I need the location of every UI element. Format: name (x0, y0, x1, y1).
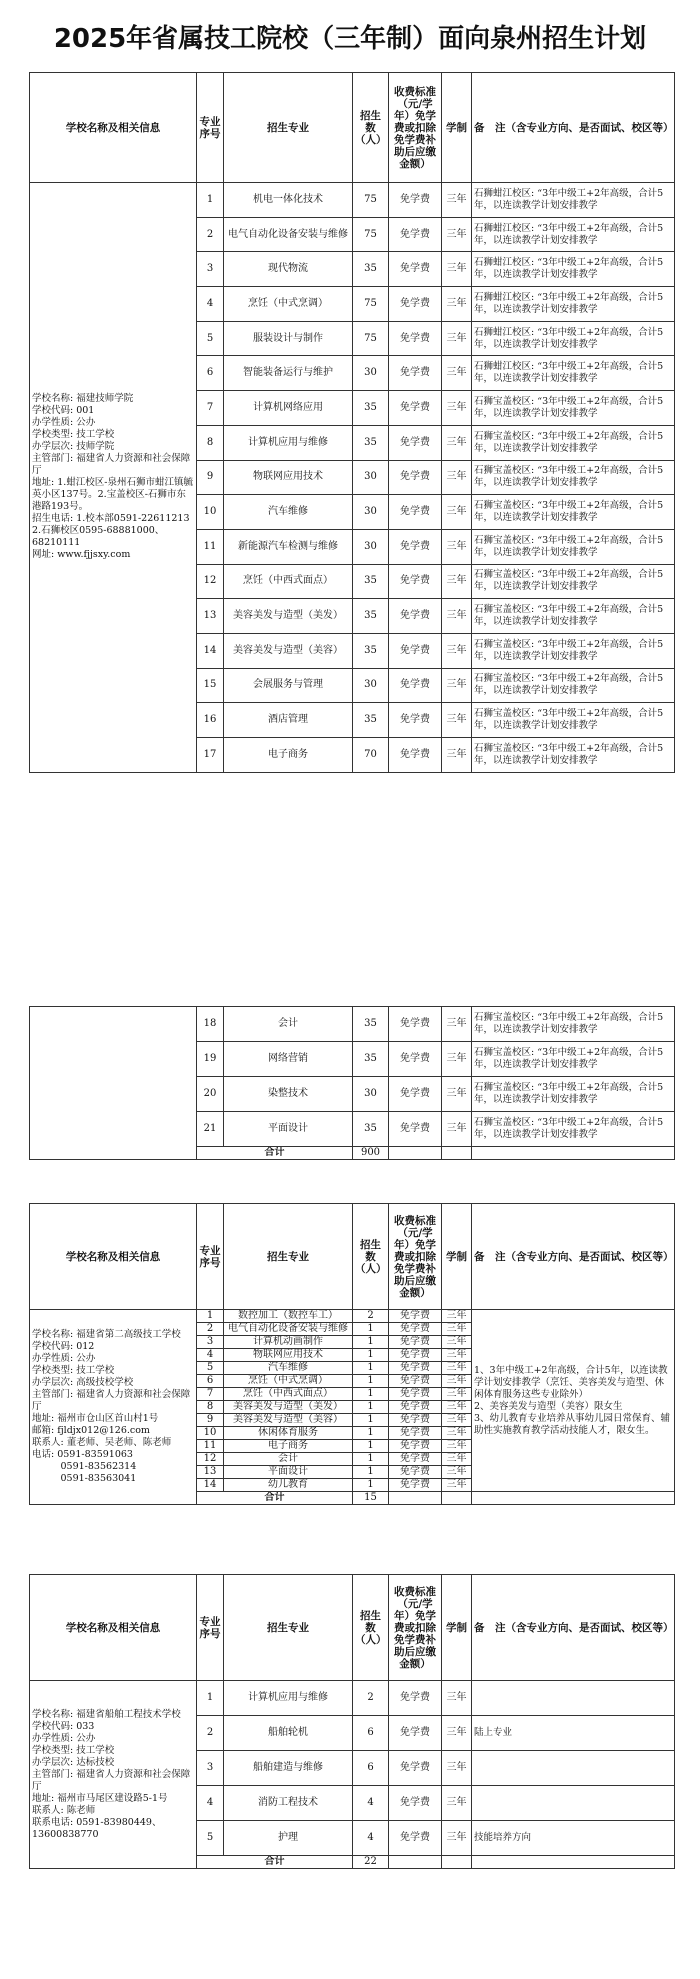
major-cell: 平面设计 (224, 1466, 353, 1479)
major-cell: 机电一体化技术 (224, 183, 353, 218)
years-cell: 三年 (442, 1414, 472, 1427)
count-cell: 2 (353, 1681, 389, 1716)
enrollment-table-2 (29, 1006, 675, 1160)
major-cell: 服装设计与制作 (224, 321, 353, 356)
fee-cell: 免学费 (389, 1427, 442, 1440)
years-cell: 三年 (442, 1401, 472, 1414)
seq-cell: 6 (197, 1375, 224, 1388)
note-cell: 1、3年中级工+2年高级，合计5年，以连读教学计划安排教学（烹饪、美容美发与造型、休闲体育服务这些专业除外） 2、美容美发与造型（美容）限女生 3、幼儿教育专业培养从事幼儿园日常保育、辅助性实施教育教学活动技能人才，限女生。 (472, 1310, 675, 1492)
note-cell: 石狮宝盖校区: “3年中级工+2年高级，合计5年，以连读教学计划安排教学 (472, 599, 675, 634)
header-fee: 收费标准（元/学年）免学费或扣除免学费补助后应缴金额） (389, 73, 442, 183)
count-cell: 1 (353, 1401, 389, 1414)
major-cell: 烹饪（中式烹调） (224, 287, 353, 322)
total-years-blank (442, 1856, 472, 1869)
count-cell: 1 (353, 1375, 389, 1388)
years-cell: 三年 (442, 287, 472, 322)
years-cell: 三年 (442, 1042, 472, 1077)
fee-cell: 免学费 (389, 1479, 442, 1492)
major-cell: 电子商务 (224, 738, 353, 773)
fee-cell: 免学费 (389, 1112, 442, 1147)
seq-cell: 8 (197, 1401, 224, 1414)
note-cell: 石狮宝盖校区: “3年中级工+2年高级，合计5年，以连读教学计划安排教学 (472, 633, 675, 668)
major-cell: 幼儿教育 (224, 1479, 353, 1492)
note-cell: 技能培养方向 (472, 1821, 675, 1856)
seq-cell: 3 (197, 252, 224, 287)
page-title: 2025年省属技工院校（三年制）面向泉州招生计划 (53, 24, 647, 54)
count-cell: 4 (353, 1821, 389, 1856)
header-major: 招生专业 (224, 1204, 353, 1310)
count-cell: 75 (353, 183, 389, 218)
enrollment-table-4 (29, 1574, 675, 1869)
fee-cell: 免学费 (389, 183, 442, 218)
count-cell: 1 (353, 1388, 389, 1401)
fee-cell: 免学费 (389, 287, 442, 322)
count-cell: 30 (353, 668, 389, 703)
fee-cell: 免学费 (389, 1414, 442, 1427)
years-cell: 三年 (442, 1362, 472, 1375)
years-cell: 三年 (442, 1427, 472, 1440)
seq-cell: 15 (197, 668, 224, 703)
total-note-blank (472, 1147, 675, 1160)
count-cell: 6 (353, 1716, 389, 1751)
major-cell: 数控加工（数控车工） (224, 1310, 353, 1323)
years-cell: 三年 (442, 425, 472, 460)
seq-cell: 12 (197, 1453, 224, 1466)
count-cell: 2 (353, 1310, 389, 1323)
years-cell: 三年 (442, 321, 472, 356)
fee-cell: 免学费 (389, 703, 442, 738)
total-fee-blank (389, 1147, 442, 1160)
school-info: 学校名称: 福建技师学院 学校代码: 001 办学性质: 公办 学校类型: 技工学校 办学层次: 技师学院 主管部门: 福建省人力资源和社会保障厅 地址: 1.蚶江校区-泉州石狮市蚶江镇毓英小区137号。2.宝盖校区-石狮市东港路193号。 招生电话: 1.校本部0591-22611213 2.石狮校区0595-68881000、68210111 网址: www.fjjsxy.com (30, 183, 197, 773)
major-cell: 计算机应用与维修 (224, 1681, 353, 1716)
table-header-row (30, 1204, 675, 1310)
note-cell: 石狮宝盖校区: “3年中级工+2年高级，合计5年，以连读教学计划安排教学 (472, 495, 675, 530)
fee-cell: 免学费 (389, 321, 442, 356)
note-cell (472, 1786, 675, 1821)
table-header-row (30, 73, 675, 183)
school-info: 学校名称: 福建省第二高级技工学校 学校代码: 012 办学性质: 公办 学校类型: 技工学校 办学层次: 高级技校学校 主管部门: 福建省人力资源和社会保障厅 地址: 福州市仓山区首山村1号 邮箱: fjldjx012@126.com 联系人: 董老师、吴老师、陈老师 电话: 0591-83591063 0591-83562314 0591-83563041 (30, 1310, 197, 1505)
fee-cell: 免学费 (389, 668, 442, 703)
fee-cell: 免学费 (389, 425, 442, 460)
seq-cell: 16 (197, 703, 224, 738)
major-cell: 烹饪（中式烹调） (224, 1375, 353, 1388)
fee-cell: 免学费 (389, 738, 442, 773)
count-cell: 1 (353, 1323, 389, 1336)
seq-cell: 13 (197, 1466, 224, 1479)
total-years-blank (442, 1147, 472, 1160)
major-cell: 消防工程技术 (224, 1786, 353, 1821)
major-cell: 会计 (224, 1453, 353, 1466)
seq-cell: 21 (197, 1112, 224, 1147)
fee-cell: 免学费 (389, 599, 442, 634)
note-cell: 石狮蚶江校区: “3年中级工+2年高级，合计5年，以连读教学计划安排教学 (472, 183, 675, 218)
seq-cell: 11 (197, 529, 224, 564)
total-label: 合计 (197, 1147, 353, 1160)
years-cell: 三年 (442, 668, 472, 703)
count-cell: 4 (353, 1786, 389, 1821)
years-cell: 三年 (442, 356, 472, 391)
fee-cell: 免学费 (389, 252, 442, 287)
note-cell: 石狮宝盖校区: “3年中级工+2年高级，合计5年，以连读教学计划安排教学 (472, 391, 675, 426)
seq-cell: 9 (197, 460, 224, 495)
major-cell: 电子商务 (224, 1440, 353, 1453)
header-note: 备 注（含专业方向、是否面试、校区等） (472, 73, 675, 183)
note-cell: 石狮宝盖校区: “3年中级工+2年高级，合计5年，以连读教学计划安排教学 (472, 1042, 675, 1077)
seq-cell: 4 (197, 1786, 224, 1821)
years-cell: 三年 (442, 217, 472, 252)
seq-cell: 1 (197, 1310, 224, 1323)
count-cell: 35 (353, 703, 389, 738)
total-note-blank (472, 1492, 675, 1505)
fee-cell: 免学费 (389, 1821, 442, 1856)
note-cell: 石狮宝盖校区: “3年中级工+2年高级，合计5年，以连读教学计划安排教学 (472, 529, 675, 564)
count-cell: 1 (353, 1453, 389, 1466)
fee-cell: 免学费 (389, 1401, 442, 1414)
fee-cell: 免学费 (389, 1349, 442, 1362)
table-row (30, 1007, 675, 1042)
major-cell: 护理 (224, 1821, 353, 1856)
seq-cell: 14 (197, 1479, 224, 1492)
years-cell: 三年 (442, 633, 472, 668)
years-cell: 三年 (442, 599, 472, 634)
major-cell: 汽车维修 (224, 495, 353, 530)
fee-cell: 免学费 (389, 391, 442, 426)
count-cell: 1 (353, 1466, 389, 1479)
header-school: 学校名称及相关信息 (30, 73, 197, 183)
seq-cell: 7 (197, 1388, 224, 1401)
years-cell: 三年 (442, 1077, 472, 1112)
seq-cell: 1 (197, 183, 224, 218)
count-cell: 30 (353, 460, 389, 495)
total-years-blank (442, 1492, 472, 1505)
seq-cell: 2 (197, 1716, 224, 1751)
seq-cell: 13 (197, 599, 224, 634)
years-cell: 三年 (442, 1681, 472, 1716)
major-cell: 汽车维修 (224, 1362, 353, 1375)
major-cell: 物联网应用技术 (224, 460, 353, 495)
years-cell: 三年 (442, 1479, 472, 1492)
major-cell: 船舶轮机 (224, 1716, 353, 1751)
major-cell: 会展服务与管理 (224, 668, 353, 703)
header-school: 学校名称及相关信息 (30, 1575, 197, 1681)
years-cell: 三年 (442, 1112, 472, 1147)
fee-cell: 免学费 (389, 1007, 442, 1042)
major-cell: 计算机应用与维修 (224, 425, 353, 460)
count-cell: 1 (353, 1479, 389, 1492)
count-cell: 35 (353, 1007, 389, 1042)
header-fee: 收费标准（元/学年）免学费或扣除免学费补助后应缴金额） (389, 1204, 442, 1310)
years-cell: 三年 (442, 1007, 472, 1042)
total-label: 合计 (197, 1856, 353, 1869)
major-cell: 网络营销 (224, 1042, 353, 1077)
total-value: 15 (353, 1492, 389, 1505)
major-cell: 酒店管理 (224, 703, 353, 738)
note-cell (472, 1751, 675, 1786)
count-cell: 1 (353, 1414, 389, 1427)
years-cell: 三年 (442, 391, 472, 426)
major-cell: 美容美发与造型（美发） (224, 1401, 353, 1414)
years-cell: 三年 (442, 1375, 472, 1388)
fee-cell: 免学费 (389, 1042, 442, 1077)
fee-cell: 免学费 (389, 633, 442, 668)
note-cell: 石狮宝盖校区: “3年中级工+2年高级，合计5年，以连读教学计划安排教学 (472, 1077, 675, 1112)
years-cell: 三年 (442, 460, 472, 495)
seq-cell: 10 (197, 1427, 224, 1440)
count-cell: 35 (353, 1112, 389, 1147)
seq-cell: 11 (197, 1440, 224, 1453)
count-cell: 75 (353, 321, 389, 356)
years-cell: 三年 (442, 1751, 472, 1786)
major-cell: 电气自动化设备安装与维修 (224, 1323, 353, 1336)
total-label: 合计 (197, 1492, 353, 1505)
note-cell (472, 1681, 675, 1716)
fee-cell: 免学费 (389, 1453, 442, 1466)
years-cell: 三年 (442, 1821, 472, 1856)
header-count: 招生数（人） (353, 73, 389, 183)
seq-cell: 6 (197, 356, 224, 391)
seq-cell: 19 (197, 1042, 224, 1077)
years-cell: 三年 (442, 1440, 472, 1453)
total-value: 900 (353, 1147, 389, 1160)
note-cell: 石狮宝盖校区: “3年中级工+2年高级，合计5年，以连读教学计划安排教学 (472, 1007, 675, 1042)
major-cell: 计算机动画制作 (224, 1336, 353, 1349)
note-cell: 石狮蚶江校区: “3年中级工+2年高级，合计5年，以连读教学计划安排教学 (472, 287, 675, 322)
header-major: 招生专业 (224, 73, 353, 183)
count-cell: 75 (353, 217, 389, 252)
seq-cell: 9 (197, 1414, 224, 1427)
count-cell: 1 (353, 1362, 389, 1375)
fee-cell: 免学费 (389, 1336, 442, 1349)
seq-cell: 5 (197, 321, 224, 356)
seq-cell: 8 (197, 425, 224, 460)
seq-cell: 7 (197, 391, 224, 426)
header-school: 学校名称及相关信息 (30, 1204, 197, 1310)
years-cell: 三年 (442, 703, 472, 738)
major-cell: 船舶建造与维修 (224, 1751, 353, 1786)
count-cell: 1 (353, 1336, 389, 1349)
years-cell: 三年 (442, 1466, 472, 1479)
note-cell: 石狮宝盖校区: “3年中级工+2年高级，合计5年，以连读教学计划安排教学 (472, 1112, 675, 1147)
seq-cell: 20 (197, 1077, 224, 1112)
header-seq: 专业序号 (197, 1575, 224, 1681)
count-cell: 30 (353, 356, 389, 391)
fee-cell: 免学费 (389, 529, 442, 564)
major-cell: 智能装备运行与维护 (224, 356, 353, 391)
table-row (30, 1310, 675, 1323)
years-cell: 三年 (442, 252, 472, 287)
total-value: 22 (353, 1856, 389, 1869)
note-cell: 石狮宝盖校区: “3年中级工+2年高级，合计5年，以连读教学计划安排教学 (472, 460, 675, 495)
enrollment-table-3 (29, 1203, 675, 1505)
header-seq: 专业序号 (197, 73, 224, 183)
note-cell: 石狮蚶江校区: “3年中级工+2年高级，合计5年，以连读教学计划安排教学 (472, 217, 675, 252)
count-cell: 35 (353, 599, 389, 634)
fee-cell: 免学费 (389, 1786, 442, 1821)
total-fee-blank (389, 1492, 442, 1505)
table-header-row (30, 1575, 675, 1681)
seq-cell: 4 (197, 287, 224, 322)
seq-cell: 1 (197, 1681, 224, 1716)
header-count: 招生数（人） (353, 1575, 389, 1681)
fee-cell: 免学费 (389, 564, 442, 599)
seq-cell: 12 (197, 564, 224, 599)
major-cell: 烹饪（中西式面点） (224, 1388, 353, 1401)
note-cell: 石狮宝盖校区: “3年中级工+2年高级，合计5年，以连读教学计划安排教学 (472, 668, 675, 703)
count-cell: 1 (353, 1440, 389, 1453)
major-cell: 会计 (224, 1007, 353, 1042)
total-fee-blank (389, 1856, 442, 1869)
header-seq: 专业序号 (197, 1204, 224, 1310)
fee-cell: 免学费 (389, 356, 442, 391)
count-cell: 1 (353, 1427, 389, 1440)
header-years: 学制 (442, 1204, 472, 1310)
seq-cell: 10 (197, 495, 224, 530)
seq-cell: 4 (197, 1349, 224, 1362)
seq-cell: 3 (197, 1336, 224, 1349)
major-cell: 计算机网络应用 (224, 391, 353, 426)
note-cell: 石狮蚶江校区: “3年中级工+2年高级，合计5年，以连读教学计划安排教学 (472, 356, 675, 391)
seq-cell: 2 (197, 217, 224, 252)
note-cell: 石狮宝盖校区: “3年中级工+2年高级，合计5年，以连读教学计划安排教学 (472, 425, 675, 460)
fee-cell: 免学费 (389, 1716, 442, 1751)
fee-cell: 免学费 (389, 1751, 442, 1786)
years-cell: 三年 (442, 1388, 472, 1401)
major-cell: 现代物流 (224, 252, 353, 287)
fee-cell: 免学费 (389, 1388, 442, 1401)
fee-cell: 免学费 (389, 1323, 442, 1336)
fee-cell: 免学费 (389, 1440, 442, 1453)
major-cell: 平面设计 (224, 1112, 353, 1147)
years-cell: 三年 (442, 495, 472, 530)
note-cell: 石狮宝盖校区: “3年中级工+2年高级，合计5年，以连读教学计划安排教学 (472, 738, 675, 773)
count-cell: 30 (353, 495, 389, 530)
note-cell: 陆上专业 (472, 1716, 675, 1751)
header-count: 招生数（人） (353, 1204, 389, 1310)
seq-cell: 2 (197, 1323, 224, 1336)
total-note-blank (472, 1856, 675, 1869)
fee-cell: 免学费 (389, 1681, 442, 1716)
header-years: 学制 (442, 1575, 472, 1681)
note-cell: 石狮蚶江校区: “3年中级工+2年高级，合计5年，以连读教学计划安排教学 (472, 252, 675, 287)
count-cell: 30 (353, 529, 389, 564)
count-cell: 35 (353, 252, 389, 287)
seq-cell: 14 (197, 633, 224, 668)
note-cell: 石狮宝盖校区: “3年中级工+2年高级，合计5年，以连读教学计划安排教学 (472, 564, 675, 599)
years-cell: 三年 (442, 738, 472, 773)
count-cell: 30 (353, 1077, 389, 1112)
header-note: 备 注（含专业方向、是否面试、校区等） (472, 1204, 675, 1310)
major-cell: 染整技术 (224, 1077, 353, 1112)
count-cell: 1 (353, 1349, 389, 1362)
years-cell: 三年 (442, 1336, 472, 1349)
major-cell: 休闲体育服务 (224, 1427, 353, 1440)
fee-cell: 免学费 (389, 217, 442, 252)
years-cell: 三年 (442, 1349, 472, 1362)
header-fee: 收费标准（元/学年）免学费或扣除免学费补助后应缴金额） (389, 1575, 442, 1681)
major-cell: 美容美发与造型（美发） (224, 599, 353, 634)
header-major: 招生专业 (224, 1575, 353, 1681)
years-cell: 三年 (442, 1453, 472, 1466)
fee-cell: 免学费 (389, 460, 442, 495)
count-cell: 35 (353, 633, 389, 668)
major-cell: 物联网应用技术 (224, 1349, 353, 1362)
table-row (30, 1681, 675, 1716)
note-cell: 石狮宝盖校区: “3年中级工+2年高级，合计5年，以连读教学计划安排教学 (472, 703, 675, 738)
fee-cell: 免学费 (389, 495, 442, 530)
fee-cell: 免学费 (389, 1375, 442, 1388)
years-cell: 三年 (442, 1323, 472, 1336)
major-cell: 烹饪（中西式面点） (224, 564, 353, 599)
fee-cell: 免学费 (389, 1466, 442, 1479)
count-cell: 75 (353, 287, 389, 322)
header-years: 学制 (442, 73, 472, 183)
fee-cell: 免学费 (389, 1077, 442, 1112)
major-cell: 美容美发与造型（美容） (224, 1414, 353, 1427)
fee-cell: 免学费 (389, 1362, 442, 1375)
count-cell: 35 (353, 425, 389, 460)
years-cell: 三年 (442, 1716, 472, 1751)
seq-cell: 17 (197, 738, 224, 773)
seq-cell: 5 (197, 1362, 224, 1375)
count-cell: 35 (353, 564, 389, 599)
count-cell: 70 (353, 738, 389, 773)
seq-cell: 18 (197, 1007, 224, 1042)
years-cell: 三年 (442, 564, 472, 599)
school-info: 学校名称: 福建省船舶工程技术学校 学校代码: 033 办学性质: 公办 学校类型: 技工学校 办学层次: 达标技校 主管部门: 福建省人力资源和社会保障厅 地址: 福州市马尾区建设路5-1号 联系人: 陈老师 联系电话: 0591-83980449、13600838770 (30, 1681, 197, 1869)
seq-cell: 3 (197, 1751, 224, 1786)
fee-cell: 免学费 (389, 1310, 442, 1323)
note-cell: 石狮蚶江校区: “3年中级工+2年高级，合计5年，以连读教学计划安排教学 (472, 321, 675, 356)
enrollment-table-1 (29, 72, 675, 773)
count-cell: 6 (353, 1751, 389, 1786)
table-row (30, 183, 675, 218)
major-cell: 电气自动化设备安装与维修 (224, 217, 353, 252)
major-cell: 美容美发与造型（美容） (224, 633, 353, 668)
years-cell: 三年 (442, 529, 472, 564)
school-info-continued (30, 1007, 197, 1160)
years-cell: 三年 (442, 1310, 472, 1323)
count-cell: 35 (353, 391, 389, 426)
years-cell: 三年 (442, 183, 472, 218)
years-cell: 三年 (442, 1786, 472, 1821)
major-cell: 新能源汽车检测与维修 (224, 529, 353, 564)
header-note: 备 注（含专业方向、是否面试、校区等） (472, 1575, 675, 1681)
count-cell: 35 (353, 1042, 389, 1077)
seq-cell: 5 (197, 1821, 224, 1856)
